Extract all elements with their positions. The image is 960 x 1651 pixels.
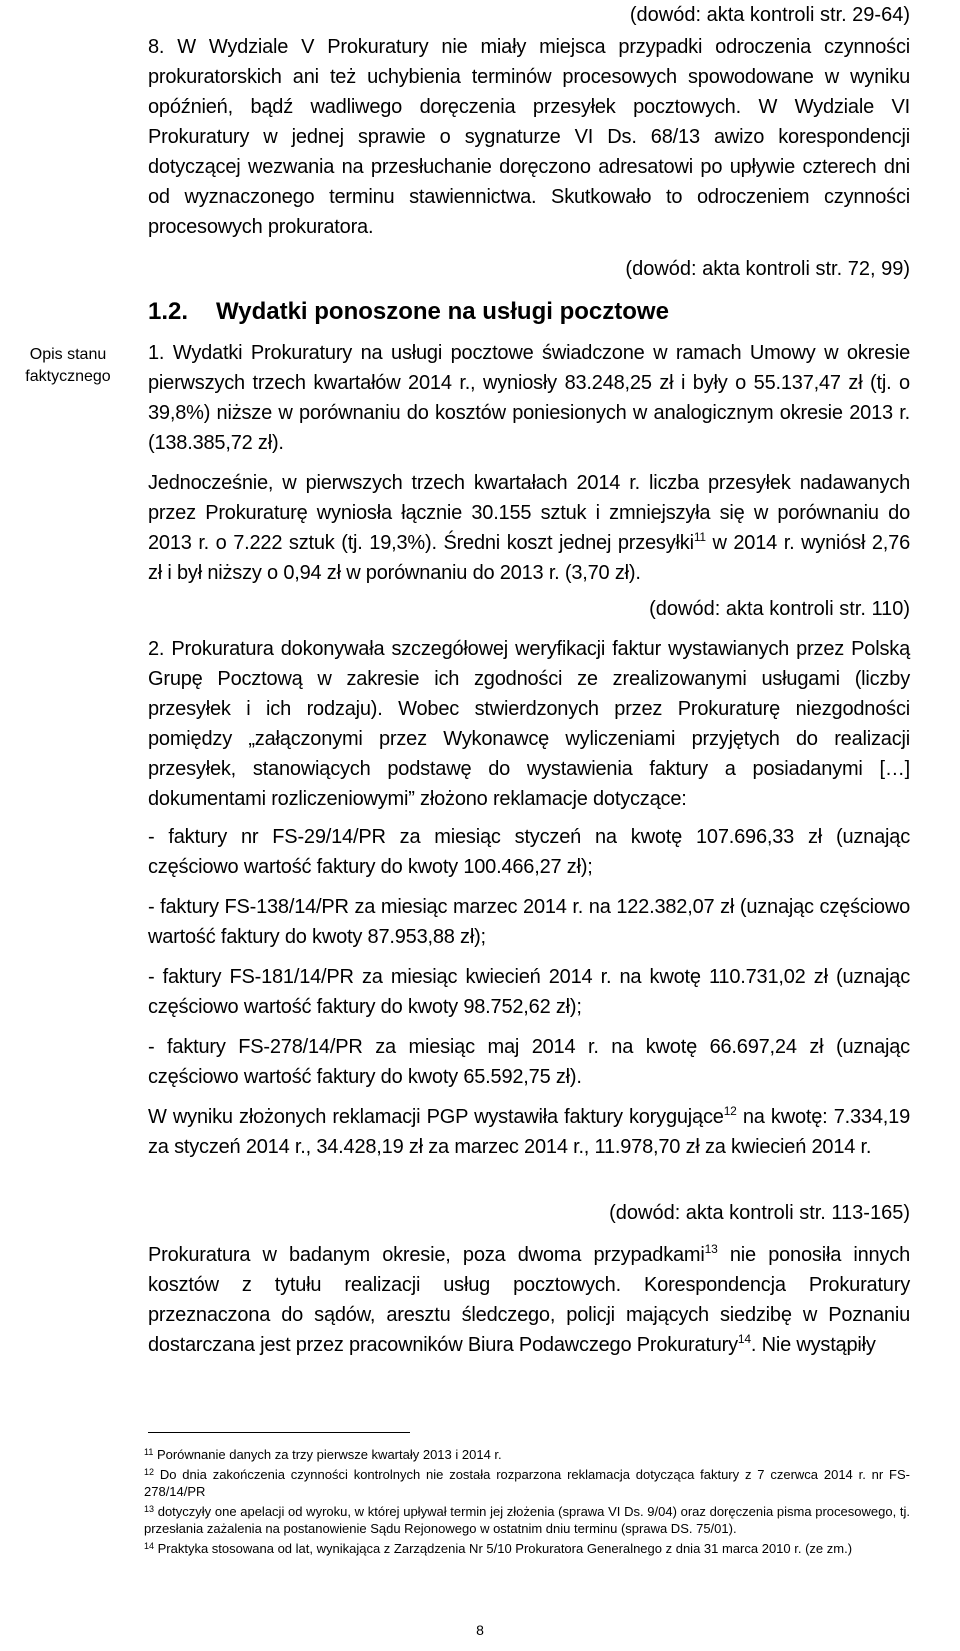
footnote-number: 12 [144, 1467, 155, 1477]
invoice-item-3: - faktury FS-181/14/PR za miesiąc kwiecień 2014 r. na kwotę 110.731,02 zł (uznając częściowo wartość faktury do kwoty 98.752,62 zł); [148, 966, 910, 1018]
invoice-item-4: - faktury FS-278/14/PR za miesiąc maj 2014 r. na kwotę 66.697,24 zł (uznając częściowo wartość faktury do kwoty 65.592,75 zł). [148, 1036, 910, 1088]
footnote-12 [144, 1466, 910, 1500]
footnote-14 [144, 1540, 910, 1557]
paragraph-4-part-b: nie ponosiła innych kosztów z tytułu realizacji usług pocztowych. Korespondencja Prokuratury przeznaczona do sądów, aresztu śledczego, policji mających siedzibę w Poznaniu dostarczana jest przez pracowników Biura Podawczego Prokuratury [148, 1244, 910, 1356]
paragraph-8 [148, 32, 910, 242]
evidence-note-4: (dowód: akta kontroli str. 113-165) [609, 1202, 910, 1224]
footnote-text: Porównanie danych za trzy pierwsze kwartały 2013 i 2014 r. [153, 1447, 502, 1462]
paragraph-1b-part-a: Jednocześnie, w pierwszych trzech kwartałach 2014 r. liczba przesyłek nadawanych przez Prokuraturę wyniosła łącznie 30.155 sztuk i zmniejszyła się w porównaniu do 2013 r. o 7.222 sztuk (tj. 19,3%). Średni koszt jednej przesyłki [148, 472, 910, 554]
section-number: 1.2. [148, 298, 189, 325]
footnote-ref-13[interactable]: 13 [704, 1242, 718, 1256]
footnote-text: Praktyka stosowana od lat, wynikająca z Zarządzenia Nr 5/10 Prokuratora Generalnego z dnia 31 marca 2010 r. (ze zm.) [154, 1541, 853, 1556]
footnote-number: 14 [144, 1541, 155, 1551]
footnote-ref-12[interactable]: 12 [723, 1104, 737, 1118]
footnote-separator [148, 1432, 410, 1433]
invoice-item-2: - faktury FS-138/14/PR za miesiąc marzec 2014 r. na 122.382,07 zł (uznając częściowo wartość faktury do kwoty 87.953,88 zł); [148, 896, 910, 948]
footnote-text: Do dnia zakończenia czynności kontrolnych nie została rozparzona reklamacja dotycząca faktury z 7 czerwca 2014 r. nr FS-278/14/PR [144, 1467, 910, 1499]
side-label: Opis stanu faktycznego [25, 346, 111, 385]
paragraph-3 [148, 1102, 910, 1162]
paragraph-1b [148, 468, 910, 588]
paragraph-4-part-c: . Nie wystąpiły [750, 1334, 876, 1356]
evidence-note-1: (dowód: akta kontroli str. 29-64) [629, 4, 910, 26]
paragraph-4 [148, 1240, 910, 1360]
paragraph-8-part-b: W Wydziale VI Prokuratury w jednej sprawie o sygnaturze VI Ds. 68/13 awizo korespondencji dotyczącej wezwania na przesłuchanie doręczono adresatowi po upływie czterech dni od wyznaczonego terminu stawiennictwa. Skutkowało to odroczeniem czynności procesowych prokuratora. [148, 96, 910, 238]
evidence-note-3: (dowód: akta kontroli str. 110) [649, 598, 910, 620]
footnote-ref-11[interactable]: 11 [693, 530, 706, 544]
paragraph-8-part-a: 8. W Wydziale V Prokuratury nie miały miejsca przypadki odroczenia czynności prokuratorskich ani też uchybienia terminów procesowych spowodowane w wyniku opóźnień, bądź wadliwego doręczenia przesyłek pocztowych. [148, 36, 910, 118]
footnote-number: 13 [144, 1504, 155, 1514]
footnote-text: dotyczyły one apelacji od wyroku, w której upływał termin jej złożenia (sprawa VI Ds. 9/04) oraz doręczenia pisma procesowego, tj. przesłania zażalenia na postanowienie Sądu Rejonowego w ostatnim dniu terminu (sprawa DS. 75/01). [144, 1504, 910, 1536]
section-heading [148, 297, 669, 327]
section-title: Wydatki ponoszone na usługi pocztowe [216, 298, 669, 325]
footnote-13 [144, 1503, 910, 1537]
paragraph-4-part-a: Prokuratura w badanym okresie, poza dwoma przypadkami [148, 1244, 705, 1266]
invoice-item-1: - faktury nr FS-29/14/PR za miesiąc styczeń na kwotę 107.696,33 zł (uznając częściowo wartość faktury do kwoty 100.466,27 zł); [148, 826, 910, 878]
paragraph-1: 1. Wydatki Prokuratury na usługi pocztowe świadczone w ramach Umowy w okresie pierwszych trzech kwartałów 2014 r., wyniosły 83.248,25 zł i były o 55.137,47 zł (tj. o 39,8%) niższe w porównaniu do kosztów poniesionych w analogicznym okresie 2013 r. (138.385,72 zł). [148, 342, 910, 454]
page-number: 8 [476, 1622, 484, 1638]
paragraph-3-part-b: na kwotę: 7.334,19 za styczeń 2014 r., 34.428,19 zł za marzec 2014 r., 11.978,70 zł za kwiecień 2014 r. [148, 1106, 910, 1158]
footnote-11 [144, 1446, 910, 1463]
paragraph-1b-part-b: w 2014 r. wyniósł 2,76 zł i był niższy o 0,94 zł w porównaniu do 2013 r. (3,70 zł). [148, 532, 910, 584]
paragraph-2: 2. Prokuratura dokonywała szczegółowej weryfikacji faktur wystawianych przez Polską Grupę Pocztową w zakresie ich zgodności ze zrealizowanymi usługami (liczby przesyłek i ich rodzaju). Wobec stwierdzonych przez Prokuraturę niezgodności pomiędzy „załączonymi przez Wykonawcę wyliczeniami przyjętych do realizacji przesyłek, stanowiących podstawę do wystawienia faktury a posiadanymi […] dokumentami rozliczeniowymi” złożono reklamacje dotyczące: [148, 638, 910, 810]
paragraph-3-part-a: W wyniku złożonych reklamacji PGP wystawiła faktury korygujące [148, 1106, 724, 1128]
footnote-number: 11 [144, 1447, 154, 1457]
footnote-ref-14[interactable]: 14 [737, 1332, 751, 1346]
evidence-note-2: (dowód: akta kontroli str. 72, 99) [625, 258, 910, 280]
